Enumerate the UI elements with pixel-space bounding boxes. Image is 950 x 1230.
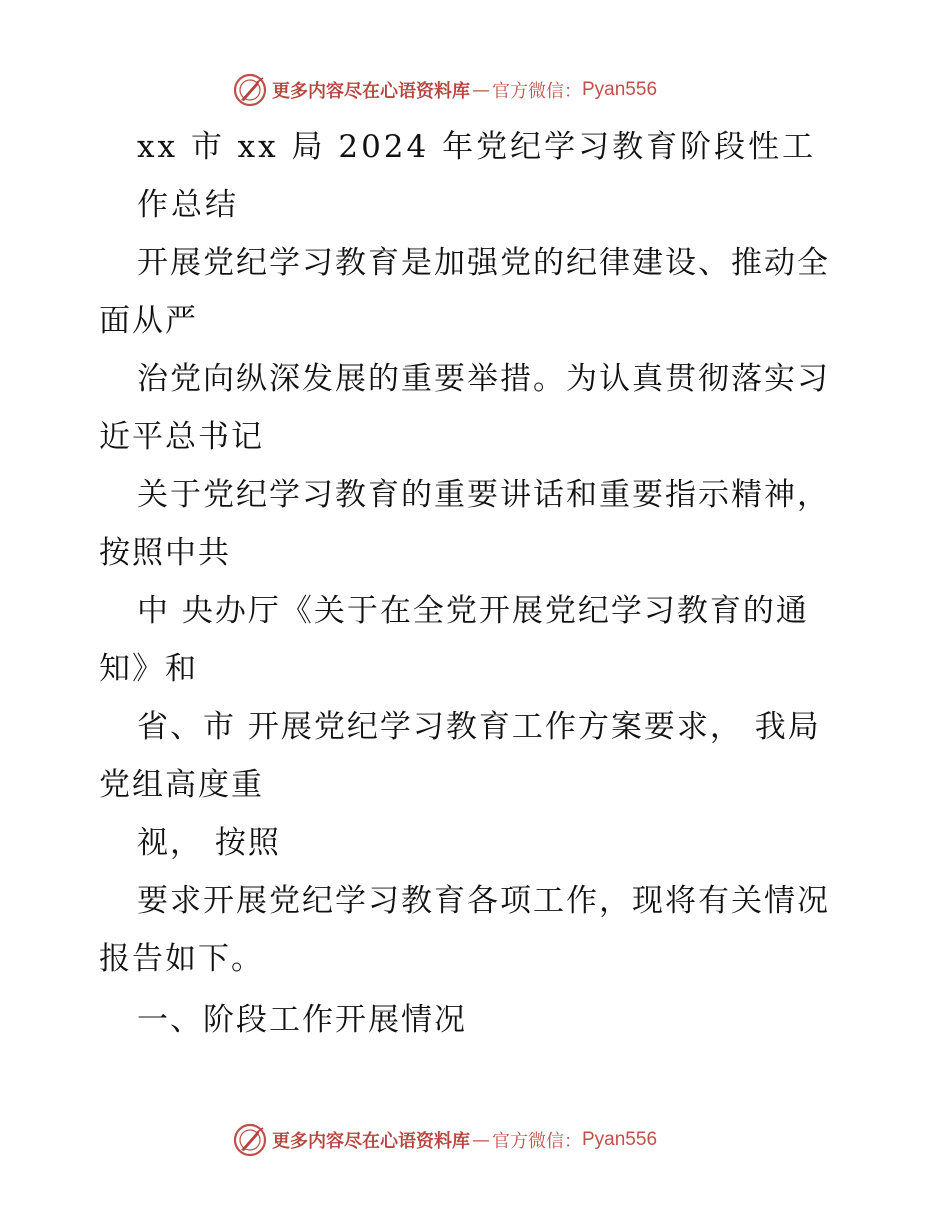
banner-wechat-id: Pyan556 — [582, 79, 658, 100]
body-line: 开展党纪学习教育是加强党的纪律建设、推动全 — [137, 245, 830, 281]
body-line: 治党向纵深发展的重要举措。为认真贯彻落实习 — [137, 361, 830, 397]
body-line: 知》和 — [99, 651, 198, 687]
footer-watermark-banner — [232, 1120, 657, 1160]
banner-wechat-label: 官方微信： — [492, 1131, 582, 1152]
banner-wechat-label: 官方微信： — [492, 81, 582, 102]
body-line: 面从严 — [99, 303, 198, 339]
document-title-line-2: 作总结 — [137, 187, 239, 223]
quill-logo-icon — [232, 1122, 268, 1158]
section-heading: 一、阶段工作开展情况 — [137, 1002, 467, 1038]
quill-logo-icon — [232, 72, 268, 108]
body-line: 视， 按照 — [137, 825, 281, 861]
body-line: 按照中共 — [99, 535, 231, 571]
body-line: 要求开展党纪学习教育各项工作，现将有关情况 — [137, 883, 830, 919]
document-title-line-1: xx 市 xx 局 2024 年党纪学习教育阶段性工 — [137, 129, 817, 165]
banner-dash: — — [472, 1129, 490, 1151]
body-line: 近平总书记 — [99, 419, 264, 455]
body-line: 党组高度重 — [99, 767, 264, 803]
body-line: 关于党纪学习教育的重要讲话和重要指示精神， — [137, 477, 830, 513]
body-line: 中 央办厅《关于在全党开展党纪学习教育的通 — [137, 593, 809, 629]
banner-main-text: 更多内容尽在心语资料库 — [272, 1131, 470, 1152]
body-line: 省、市 开展党纪学习教育工作方案要求， 我局 — [137, 709, 821, 745]
header-watermark-banner — [232, 70, 657, 110]
banner-wechat-id: Pyan556 — [582, 1129, 658, 1150]
body-line: 报告如下。 — [99, 941, 264, 977]
banner-dash: — — [472, 79, 490, 101]
banner-main-text: 更多内容尽在心语资料库 — [272, 81, 470, 102]
